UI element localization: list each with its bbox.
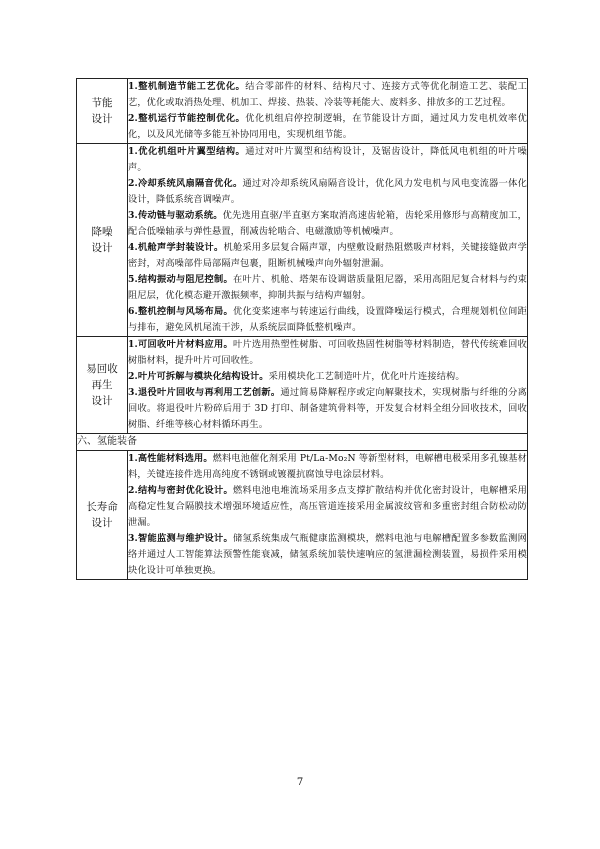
item-title: 2.结构与密封优化设计。 bbox=[128, 485, 233, 496]
content-item bbox=[128, 176, 527, 208]
category-cell bbox=[77, 337, 128, 434]
item-title: 3.智能监测与维护设计。 bbox=[128, 533, 233, 544]
category-cell bbox=[77, 451, 128, 580]
category-label: 设计 bbox=[91, 517, 113, 529]
item-text: 优先选用直驱/半直驱方案取消高速齿轮箱，齿轮采用修形与高精度加工，配合低噪轴承与弹性悬置，削减齿轮啮合、电磁激励等机械噪声。 bbox=[128, 210, 527, 237]
content-item bbox=[128, 144, 527, 176]
item-text: 通过对叶片翼型和结构设计，及锯齿设计，降低风电机组的叶片噪声。 bbox=[128, 146, 527, 173]
content-cell bbox=[128, 79, 528, 144]
category-label: 节能 bbox=[91, 97, 113, 109]
content-item bbox=[128, 385, 527, 433]
item-title: 2.整机运行节能控制优化。 bbox=[128, 113, 246, 124]
table-row bbox=[77, 451, 528, 580]
item-text: 机舱采用多层复合隔声罩，内壁敷设耐热阻燃吸声材料，关键接缝做声学密封，对高噪部件局部隔声包裹，阻断机械噪声向外辐射泄漏。 bbox=[128, 242, 527, 269]
category-label: 长寿命 bbox=[86, 501, 118, 513]
item-text: 通过对冷却系统风扇隔音设计，优化风力发电机与风电变流器一体化设计，降低系统音调噪声。 bbox=[128, 178, 527, 205]
item-text: 在叶片、机舱、塔架布设调谐质量阻尼器，采用高阻尼复合材料与约束阻尼层，优化模态避开激振频率，抑制共振与结构声辐射。 bbox=[128, 274, 527, 301]
item-text: 结合零部件的材料、结构尺寸、连接方式等优化制造工艺、装配工艺，优化或取消热处理、机加工、焊接、热装、冷装等耗能大、废料多、排放多的工艺过程。 bbox=[128, 81, 527, 108]
category-label: 降噪 bbox=[91, 226, 113, 238]
content-item bbox=[128, 272, 527, 304]
category-label: 再生 bbox=[91, 379, 113, 391]
content-item bbox=[128, 369, 527, 385]
item-title: 1.高性能材料选用。 bbox=[128, 453, 213, 464]
content-item bbox=[128, 79, 527, 111]
item-title: 4.机舱声学封装设计。 bbox=[128, 242, 224, 253]
item-title: 1.可回收叶片材料应用。 bbox=[128, 339, 233, 350]
item-title: 2.叶片可拆解与模块化结构设计。 bbox=[128, 371, 269, 382]
item-text: 优化机组启停控制逻辑，在节能设计方面，通过风力发电机效率优化，以及风光储等多能互补协同用电，实现机组节能。 bbox=[128, 113, 527, 140]
content-item bbox=[128, 304, 527, 336]
category-label: 易回收 bbox=[86, 363, 118, 375]
content-item bbox=[128, 483, 527, 531]
table-row bbox=[77, 79, 528, 144]
page-number: 7 bbox=[296, 777, 304, 788]
item-title: 5.结构振动与阻尼控制。 bbox=[128, 274, 233, 285]
section-header-row bbox=[77, 434, 528, 451]
category-label: 设计 bbox=[91, 395, 113, 407]
item-text: 采用模块化工艺制造叶片，优化叶片连接结构。 bbox=[268, 371, 465, 382]
item-title: 3.退役叶片回收与再利用工艺创新。 bbox=[128, 387, 281, 398]
item-title: 1.优化机组叶片翼型结构。 bbox=[128, 146, 246, 157]
item-text: 燃料电池电堆流场采用多点支撑扩散结构并优化密封设计，电解槽采用高稳定性复合隔膜技术增强环境适应性，高压管道连接采用金属波纹管和多重密封组合防松动防泄漏。 bbox=[128, 485, 527, 528]
section-title: 六、氢能装备 bbox=[77, 434, 528, 451]
requirements-table bbox=[76, 78, 528, 580]
content-cell bbox=[128, 337, 528, 434]
category-label: 设计 bbox=[91, 113, 113, 125]
item-title: 3.传动链与驱动系统。 bbox=[128, 210, 223, 221]
item-text: 优化变桨速率与转速运行曲线，设置降噪运行模式，合理规划机位间距与排布，避免风机尾流干涉，从系统层面降低整机噪声。 bbox=[128, 306, 527, 333]
item-text: 通过简易降解程序或定向解聚技术，实现树脂与纤维的分离回收。将退役叶片粉碎后用于 3D 打印、制备建筑骨料等，开发复合材料全组分回收技术，回收树脂、纤维等核心材料循环再生。 bbox=[128, 387, 528, 430]
content-item bbox=[128, 240, 527, 272]
content-cell bbox=[128, 451, 528, 580]
category-cell bbox=[77, 79, 128, 144]
content-item bbox=[128, 451, 527, 483]
category-cell bbox=[77, 144, 128, 337]
item-text: 叶片选用热塑性树脂、可回收热固性树脂等材料制造，替代传统难回收树脂材料，提升叶片可回收性。 bbox=[128, 339, 527, 366]
item-text: 储氢系统集成气瓶健康监测模块，燃料电池与电解槽配置多参数监测网络并通过人工智能算法预警性能衰减，储氢系统加装快速响应的氢泄漏检测装置，易损件采用模块化设计可单独更换。 bbox=[128, 533, 527, 576]
content-cell bbox=[128, 144, 528, 337]
item-title: 6.整机控制与风场布局。 bbox=[128, 306, 233, 317]
content-item bbox=[128, 208, 527, 240]
table-row bbox=[77, 144, 528, 337]
content-item bbox=[128, 111, 527, 143]
table-row bbox=[77, 337, 528, 434]
content-item bbox=[128, 531, 527, 579]
item-title: 2.冷却系统风扇隔音优化。 bbox=[128, 178, 243, 189]
item-text: 燃料电池催化剂采用 Pt/La-Mo₂N 等新型材料，电解槽电极采用多孔镍基材料，关键连接件选用高纯度不锈钢或镀覆抗腐蚀导电涂层材料。 bbox=[128, 453, 527, 480]
item-title: 1.整机制造节能工艺优化。 bbox=[128, 81, 246, 92]
content-item bbox=[128, 337, 527, 369]
category-label: 设计 bbox=[91, 242, 113, 254]
